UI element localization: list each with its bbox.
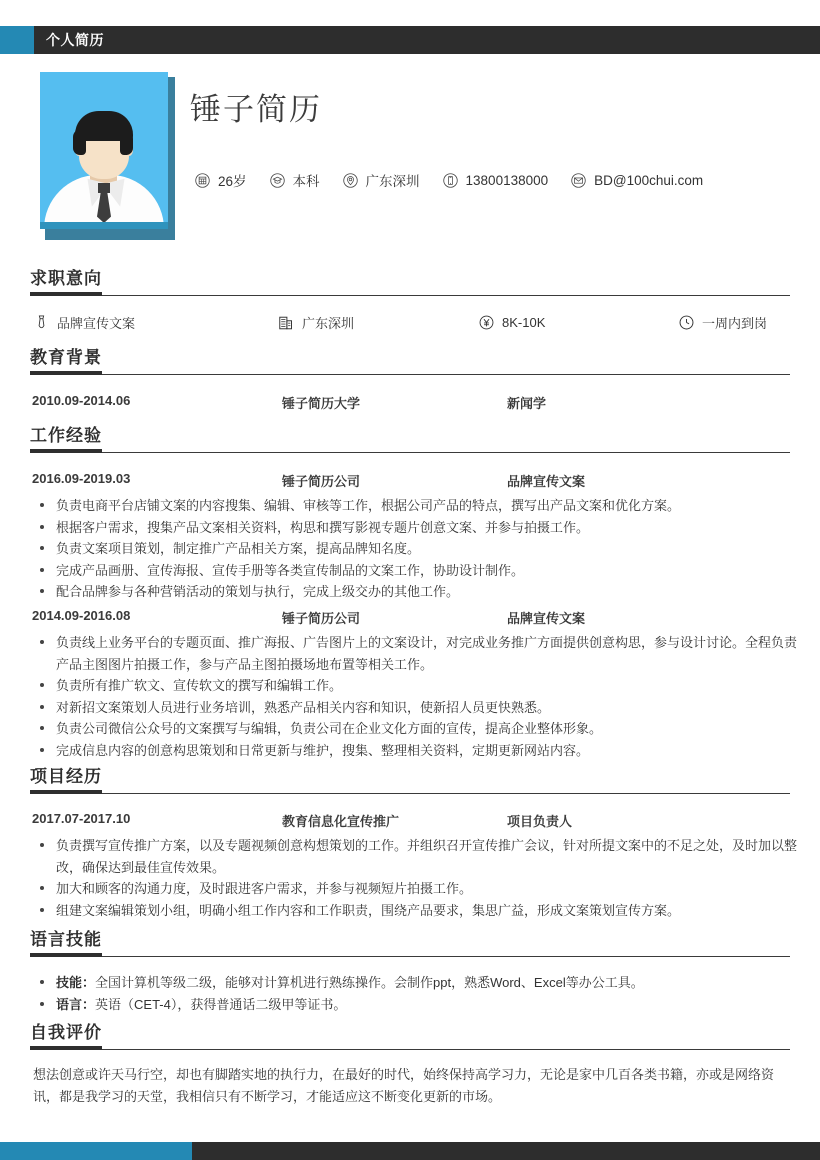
- contact-location: [342, 170, 420, 190]
- self-eval-text: 想法创意或许天马行空，却也有脚踏实地的执行力，在最好的时代，始终保持高学习力，无论是家中几百各类书籍，亦或是网络资讯，都是我学习的天堂，我相信只有不断学习，才能适应这不断变化更新的市场。: [33, 1067, 775, 1104]
- education-major: 新闻学: [507, 396, 547, 411]
- education-period: 2010.09-2014.06: [32, 393, 131, 408]
- list-item: [36, 994, 798, 1016]
- list-item: 完成产品画册、宣传海报、宣传手册等各类宣传制品的文案工作，协助设计制作。: [36, 560, 798, 582]
- avatar-photo: [40, 72, 168, 229]
- work-role: 品牌宣传文案: [507, 474, 586, 489]
- section-divider: [30, 452, 790, 453]
- project-period: 2017.07-2017.10: [32, 811, 131, 826]
- section-education-title: 教育背景: [30, 343, 102, 375]
- job-intent-salary: [477, 313, 677, 332]
- avatar-hair: [75, 111, 133, 141]
- footer-dark-block: [192, 1142, 820, 1160]
- job-intent-position-label: 品牌宣传文案: [57, 316, 136, 331]
- job-intent-position: [32, 313, 277, 332]
- footer-accent-block: [0, 1142, 192, 1160]
- language-label: 语言：: [56, 996, 96, 1012]
- work-entry-header: [32, 471, 792, 490]
- section-work-title: 工作经验: [30, 421, 102, 453]
- section-divider: [30, 1049, 790, 1050]
- project-name: 教育信息化宣传推广: [282, 814, 400, 829]
- list-item: 负责公司微信公众号的文案撰写与编辑，负责公司在企业文化方面的宣传，提高企业整体形象。: [36, 718, 798, 740]
- clock-icon: [677, 314, 695, 332]
- list-item: 负责文案项目策划，制定推广产品相关方案，提高品牌知名度。: [36, 538, 798, 560]
- avatar-base-strip: [40, 222, 168, 229]
- list-item: 加大和顾客的沟通力度，及时跟进客户需求，并参与视频短片拍摄工作。: [36, 878, 798, 900]
- yen-icon: [477, 314, 495, 332]
- list-item: 完成信息内容的创意构思策划和日常更新与维护，搜集、整理相关资料，定期更新网站内容。: [36, 740, 798, 762]
- list-item: [36, 972, 798, 994]
- project-role: 项目负责人: [507, 814, 573, 829]
- list-item: 负责所有推广软文、宣传软文的撰写和编辑工作。: [36, 675, 798, 697]
- work-role: 品牌宣传文案: [507, 611, 586, 626]
- contact-phone-label: 13800138000: [465, 172, 549, 188]
- education-entry: [32, 393, 792, 412]
- work-entry-header: [32, 608, 792, 627]
- job-intent-availability-label: 一周内到岗: [702, 316, 768, 331]
- section-self-eval-header: [30, 1018, 790, 1050]
- work-company: 锤子简历公司: [282, 474, 361, 489]
- section-job-intent-header: [30, 264, 790, 296]
- section-project-header: [30, 762, 790, 794]
- section-project-title: 项目经历: [30, 762, 102, 794]
- section-work-header: [30, 421, 790, 453]
- work-bullet-list: [36, 632, 798, 761]
- phone-icon: [442, 172, 459, 189]
- list-item: 配合品牌参与各种营销活动的策划与执行，完成上级交办的其他工作。: [36, 581, 798, 603]
- contact-location-label: 广东深圳: [365, 174, 420, 189]
- section-language-title: 语言技能: [30, 925, 102, 957]
- section-divider: [30, 793, 790, 794]
- job-intent-city: [277, 313, 477, 332]
- work-company: 锤子简历公司: [282, 611, 361, 626]
- job-intent-salary-label: 8K-10K: [502, 315, 546, 330]
- tie-icon: [32, 314, 50, 332]
- list-item: 负责线上业务平台的专题页面、推广海报、广告图片上的文案设计，对完成业务推广方面提供创意构思，参与设计讨论。全程负责产品主图图片拍摄工作，参与产品主图拍摄场地布置等相关工作。: [36, 632, 798, 675]
- project-bullet-list: [36, 835, 798, 921]
- work-period: 2016.09-2019.03: [32, 471, 131, 486]
- banner-accent-block: [0, 26, 34, 54]
- work-bullet-list: [36, 495, 798, 603]
- list-item: 组建文案编辑策划小组，明确小组工作内容和工作职责，围绕产品要求，集思广益，形成文案策划宣传方案。: [36, 900, 798, 922]
- contact-age-label: 26岁: [218, 174, 247, 189]
- list-item: 负责撰写宣传推广方案，以及专题视频创意构想策划的工作。并组织召开宣传推广会议，针对所提文案中的不足之处，及时加以整改，确保达到最佳宣传效果。: [36, 835, 798, 878]
- contact-age: [194, 170, 247, 190]
- work-period: 2014.09-2016.08: [32, 608, 131, 623]
- project-entry-header: [32, 811, 792, 830]
- list-item: 根据客户需求，搜集产品文案相关资料，构思和撰写影视专题片创意文案、并参与拍摄工作。: [36, 517, 798, 539]
- page-title: 锤子简历: [190, 92, 322, 127]
- skill-text: 全国计算机等级二级，能够对计算机进行熟练操作。会制作ppt，熟悉Word、Excel等办公工具。: [95, 975, 644, 990]
- section-language-header: [30, 925, 790, 957]
- contact-degree: [269, 170, 320, 190]
- avatar: [40, 72, 170, 235]
- education-school: 锤子简历大学: [282, 396, 361, 411]
- section-divider: [30, 956, 790, 957]
- banner-title: 个人简历: [46, 32, 104, 48]
- list-item: 负责电商平台店铺文案的内容搜集、编辑、审核等工作，根据公司产品的特点，撰写出产品文案和优化方案。: [36, 495, 798, 517]
- contact-phone: [442, 172, 549, 189]
- section-divider: [30, 374, 790, 375]
- language-bullet-list: [36, 972, 798, 1015]
- email-icon: [570, 172, 587, 189]
- footer-bar: [0, 1142, 820, 1160]
- language-text: 英语（CET-4），获得普通话二级甲等证书。: [95, 996, 347, 1012]
- section-job-intent-title: 求职意向: [30, 264, 102, 296]
- job-intent-city-label: 广东深圳: [302, 316, 355, 331]
- contact-email: [570, 172, 703, 189]
- job-intent-availability: [677, 313, 802, 332]
- contact-row: [194, 170, 725, 190]
- banner-bar: [34, 26, 820, 54]
- contact-email-label: BD@100chui.com: [594, 172, 704, 188]
- section-divider: [30, 295, 790, 296]
- resume-banner: [0, 26, 820, 54]
- location-icon: [342, 172, 359, 189]
- job-intent-row: [32, 313, 802, 332]
- section-self-eval-title: 自我评价: [30, 1018, 102, 1050]
- list-item: 对新招文案策划人员进行业务培训，熟悉产品相关内容和知识，使新招人员更快熟悉。: [36, 697, 798, 719]
- skill-label: 技能：: [56, 975, 96, 990]
- contact-degree-label: 本科: [292, 174, 320, 189]
- section-education-header: [30, 343, 790, 375]
- graduation-icon: [269, 172, 286, 189]
- building-icon: [277, 314, 295, 332]
- identity-block: [0, 72, 820, 237]
- calendar-icon: [194, 172, 211, 189]
